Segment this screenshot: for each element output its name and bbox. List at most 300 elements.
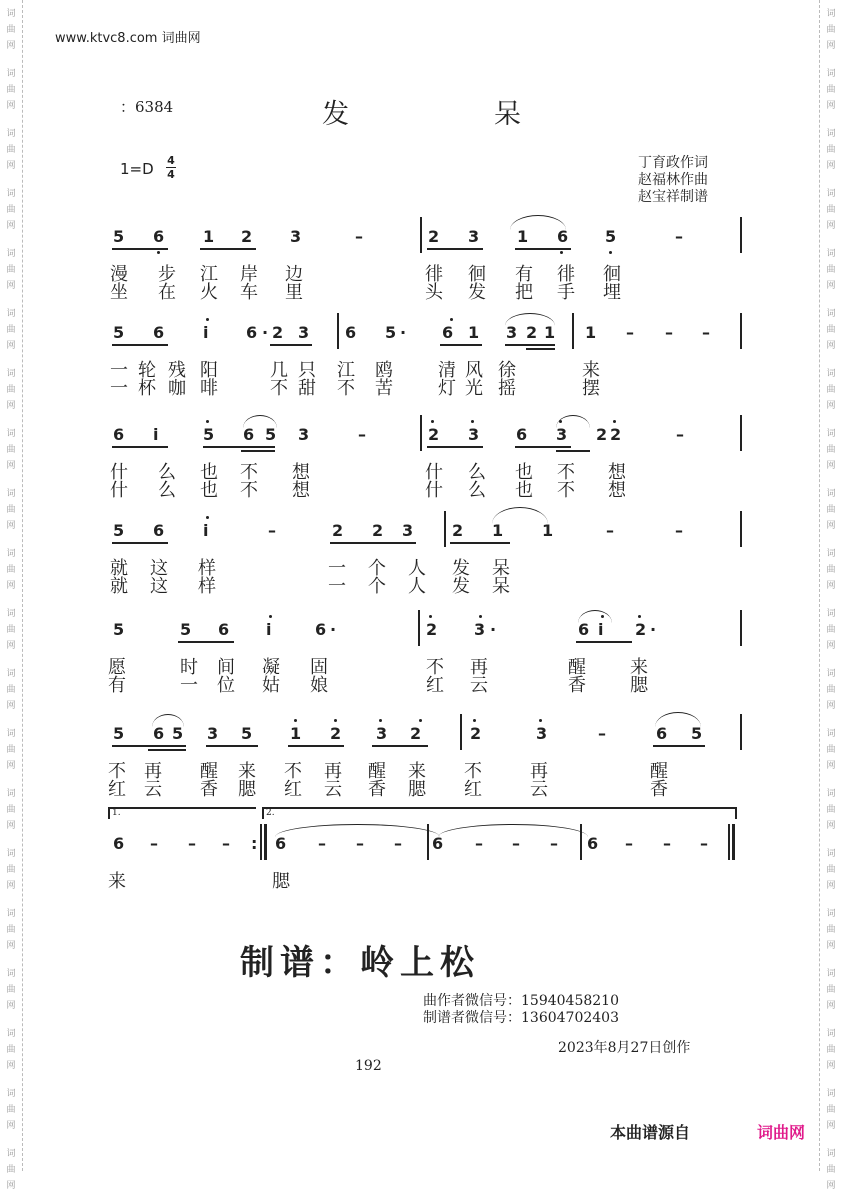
- lyric-char: 不: [240, 462, 258, 483]
- watermark-char: 词: [826, 129, 836, 139]
- barline: [572, 313, 574, 349]
- slur-arc: [492, 507, 548, 524]
- barline: [740, 511, 742, 547]
- lyric-char: 一: [328, 576, 346, 597]
- beam-line: [576, 641, 632, 643]
- lyric-char: 苦: [375, 378, 393, 399]
- lyric-char: 人: [408, 558, 426, 579]
- watermark-char: 词: [826, 549, 836, 559]
- note: i: [266, 620, 272, 639]
- lyric-char: 这: [150, 576, 168, 597]
- lyric-char: 也: [515, 462, 533, 483]
- watermark-char: 曲: [826, 805, 836, 815]
- note: 3: [468, 227, 480, 246]
- note: 2: [596, 425, 608, 444]
- watermark-char: 网: [6, 701, 16, 711]
- watermark-char: 曲: [6, 565, 16, 575]
- lyric-char: 什: [110, 480, 128, 501]
- note: 5: [113, 724, 125, 743]
- lyric-char: 有: [108, 675, 126, 696]
- lyric-char: 发: [468, 282, 486, 303]
- note: 2: [635, 620, 647, 639]
- lyric-char: 腮: [238, 779, 256, 800]
- watermark-char: 网: [826, 761, 836, 771]
- barline: [418, 610, 420, 646]
- note: 6: [153, 724, 165, 743]
- watermark-char: 曲: [826, 505, 836, 515]
- lyric-char: 江: [200, 264, 218, 285]
- lyric-char: 一: [110, 378, 128, 399]
- watermark-char: 曲: [6, 1165, 16, 1175]
- note: i: [598, 620, 604, 639]
- beam-line: [200, 248, 256, 250]
- lyric-char: 么: [468, 462, 486, 483]
- watermark-char: 曲: [6, 445, 16, 455]
- watermark-char: 词: [6, 849, 16, 859]
- octave-dot-high: [613, 420, 616, 423]
- watermark-char: 曲: [826, 385, 836, 395]
- note: 3: [376, 724, 388, 743]
- lyric-char: 鸥: [375, 360, 393, 381]
- octave-dot-high: [638, 615, 641, 618]
- lyric-char: 徘: [557, 264, 575, 285]
- octave-dot-high: [473, 719, 476, 722]
- song-id: ：6384: [120, 98, 174, 116]
- watermark-char: 曲: [826, 565, 836, 575]
- watermark-char: 词: [826, 1029, 836, 1039]
- note: 6: [153, 521, 165, 540]
- lyric-char: 徐: [498, 360, 516, 381]
- note: 6: [246, 323, 258, 342]
- barline: [740, 313, 742, 349]
- watermark-char: 词: [826, 849, 836, 859]
- watermark-char: 网: [6, 521, 16, 531]
- note: ·: [262, 323, 269, 342]
- lyric-char: 灯: [438, 378, 456, 399]
- note: 6: [587, 834, 599, 853]
- watermark-char: 曲: [6, 325, 16, 335]
- note: –: [475, 834, 483, 853]
- watermark-char: 曲: [826, 1105, 836, 1115]
- lyric-char: 来: [238, 761, 256, 782]
- watermark-char: 网: [826, 1181, 836, 1191]
- note: 1: [517, 227, 529, 246]
- note: 1: [544, 323, 556, 342]
- lyric-char: 一: [328, 558, 346, 579]
- watermark-char: 曲: [6, 385, 16, 395]
- lyric-char: 云: [530, 779, 548, 800]
- watermark-char: 词: [6, 69, 16, 79]
- note: 2: [610, 425, 622, 444]
- watermark-char: 网: [826, 821, 836, 831]
- note: 5: [241, 724, 253, 743]
- barline: [260, 824, 262, 860]
- note: 2: [332, 521, 344, 540]
- note: 2: [428, 425, 440, 444]
- lyric-char: 呆: [492, 558, 510, 579]
- note: 5: [113, 227, 125, 246]
- watermark-char: 曲: [826, 985, 836, 995]
- watermark-char: 曲: [6, 205, 16, 215]
- note: –: [394, 834, 402, 853]
- watermark-char: 网: [826, 641, 836, 651]
- octave-dot-high: [269, 615, 272, 618]
- watermark-char: 词: [826, 729, 836, 739]
- lyric-char: 也: [200, 462, 218, 483]
- lyric-char: 腮: [272, 871, 290, 892]
- watermark-char: 曲: [826, 265, 836, 275]
- note: –: [663, 834, 671, 853]
- note: –: [700, 834, 708, 853]
- note: 3: [474, 620, 486, 639]
- title-char-1: 发: [322, 99, 349, 130]
- watermark-char: 网: [826, 1121, 836, 1131]
- note: 5: [113, 521, 125, 540]
- page-number: 192: [355, 1058, 382, 1074]
- lyric-char: 不: [464, 761, 482, 782]
- note: 2: [526, 323, 538, 342]
- note: 2: [426, 620, 438, 639]
- note: ·: [650, 620, 657, 639]
- note: –: [675, 521, 683, 540]
- beam-line: [270, 344, 312, 346]
- lyric-char: 想: [608, 462, 626, 483]
- barline: [740, 714, 742, 750]
- note: 5: [385, 323, 397, 342]
- note: 6: [432, 834, 444, 853]
- lyric-char: 徊: [603, 264, 621, 285]
- watermark-char: 网: [826, 161, 836, 171]
- lyric-char: 就: [110, 576, 128, 597]
- barline: [460, 714, 462, 750]
- lyric-char: 人: [408, 576, 426, 597]
- composer-wechat: 曲作者微信号：15940458210: [423, 993, 619, 1009]
- watermark-char: 曲: [826, 745, 836, 755]
- watermark-char: 曲: [826, 85, 836, 95]
- volta-bracket-2-start: [262, 807, 264, 819]
- note: 5: [172, 724, 184, 743]
- lyric-char: 甜: [298, 378, 316, 399]
- lyric-char: 想: [292, 480, 310, 501]
- watermark-char: 词: [826, 309, 836, 319]
- lyric-char: 愿: [108, 657, 126, 678]
- note: –: [598, 724, 606, 743]
- watermark-char: 网: [6, 101, 16, 111]
- lyric-char: 么: [468, 480, 486, 501]
- note: –: [665, 323, 673, 342]
- watermark-char: 词: [826, 249, 836, 259]
- lyric-char: 醒: [368, 761, 386, 782]
- note: –: [626, 323, 634, 342]
- note: 6: [113, 834, 125, 853]
- beam-line: [288, 745, 344, 747]
- volta-bracket-2-end: [735, 807, 737, 819]
- lyric-char: 红: [108, 779, 126, 800]
- watermark-char: 网: [6, 341, 16, 351]
- octave-dot-high: [471, 420, 474, 423]
- watermark-char: 网: [6, 1181, 16, 1191]
- lyric-char: 什: [425, 462, 443, 483]
- note: 6: [442, 323, 454, 342]
- beam-line: [112, 446, 168, 448]
- note: 6: [656, 724, 668, 743]
- note: 6: [153, 227, 165, 246]
- octave-dot-high: [431, 420, 434, 423]
- lyric-char: 再: [324, 761, 342, 782]
- watermark-char: 曲: [826, 145, 836, 155]
- lyric-char: 咖: [168, 378, 186, 399]
- note: 6: [557, 227, 569, 246]
- watermark-char: 词: [6, 309, 16, 319]
- watermark-char: 网: [826, 581, 836, 591]
- watermark-char: 词: [826, 969, 836, 979]
- octave-dot-high: [450, 318, 453, 321]
- beam-line: [427, 248, 483, 250]
- lyric-char: 来: [630, 657, 648, 678]
- watermark-char: 词: [826, 369, 836, 379]
- composer-credit: 赵福林作曲: [638, 172, 708, 188]
- beam-line: [556, 450, 590, 452]
- note: 2: [241, 227, 253, 246]
- lyric-char: 车: [240, 282, 258, 303]
- watermark-char: 网: [826, 701, 836, 711]
- lyric-char: 啡: [200, 378, 218, 399]
- octave-dot-high: [334, 719, 337, 722]
- note: 2: [452, 521, 464, 540]
- watermark-char: 网: [6, 401, 16, 411]
- arranger-wechat: 制谱者微信号：13604702403: [423, 1010, 619, 1026]
- lyric-char: 不: [240, 480, 258, 501]
- note: 6: [345, 323, 357, 342]
- note: 6: [218, 620, 230, 639]
- lyric-char: 只: [298, 360, 316, 381]
- watermark-char: 网: [6, 1001, 16, 1011]
- note: –: [318, 834, 326, 853]
- site-url[interactable]: www.ktvc8.com 词曲网: [55, 31, 201, 46]
- arranger-credit: 赵宝祥制谱: [638, 189, 708, 205]
- lyric-char: 头: [425, 282, 443, 303]
- beam-line: [206, 745, 258, 747]
- lyric-char: 来: [582, 360, 600, 381]
- watermark-char: 词: [826, 1149, 836, 1159]
- note: 5: [265, 425, 277, 444]
- lyric-char: 发: [452, 576, 470, 597]
- watermark-char: 词: [826, 69, 836, 79]
- beam-line: [515, 446, 571, 448]
- lyric-char: 也: [200, 480, 218, 501]
- lyric-char: 坐: [110, 282, 128, 303]
- lyric-char: 醒: [200, 761, 218, 782]
- watermark-char: 曲: [826, 205, 836, 215]
- note: 1: [468, 323, 480, 342]
- watermark-char: 网: [6, 461, 16, 471]
- lyric-char: 醒: [650, 761, 668, 782]
- octave-dot-high: [379, 719, 382, 722]
- lyric-char: 来: [108, 871, 126, 892]
- lyric-char: 发: [452, 558, 470, 579]
- lyric-char: 这: [150, 558, 168, 579]
- note: –: [268, 521, 276, 540]
- lyric-char: 边: [285, 264, 303, 285]
- watermark-char: 网: [6, 161, 16, 171]
- lyric-char: 香: [650, 779, 668, 800]
- note: –: [512, 834, 520, 853]
- note: –: [675, 227, 683, 246]
- watermark-char: 词: [6, 789, 16, 799]
- watermark-char: 网: [6, 1061, 16, 1071]
- note: –: [606, 521, 614, 540]
- footer-brand-link[interactable]: 词曲网: [757, 1123, 806, 1142]
- watermark-char: 词: [6, 969, 16, 979]
- lyric-char: 香: [368, 779, 386, 800]
- lyric-char: 把: [515, 282, 533, 303]
- note: 6: [275, 834, 287, 853]
- barline: [740, 610, 742, 646]
- note: 5: [113, 620, 125, 639]
- note: 6: [243, 425, 255, 444]
- octave-dot-low: [560, 251, 563, 254]
- note: ·: [490, 620, 497, 639]
- lyric-char: 香: [200, 779, 218, 800]
- watermark-char: 曲: [6, 625, 16, 635]
- watermark-char: 网: [826, 1001, 836, 1011]
- watermark-char: 词: [826, 909, 836, 919]
- note: –: [550, 834, 558, 853]
- lyric-char: 样: [198, 576, 216, 597]
- lyric-char: 什: [110, 462, 128, 483]
- lyric-char: 云: [324, 779, 342, 800]
- lyric-char: 摆: [582, 378, 600, 399]
- lyric-char: 残: [168, 360, 186, 381]
- octave-dot-high: [429, 615, 432, 618]
- lyric-char: 不: [557, 462, 575, 483]
- slur-arc: [556, 415, 590, 428]
- note: 6: [153, 323, 165, 342]
- watermark-char: 网: [826, 101, 836, 111]
- watermark-char: 网: [6, 281, 16, 291]
- note: 2: [410, 724, 422, 743]
- beam-line: [505, 344, 555, 346]
- note: 2: [470, 724, 482, 743]
- barline: [740, 217, 742, 253]
- lyric-char: 漫: [110, 264, 128, 285]
- watermark-char: 词: [6, 1029, 16, 1039]
- lyric-char: 摇: [498, 378, 516, 399]
- lyric-char: 步: [158, 264, 176, 285]
- note: 3: [556, 425, 568, 444]
- volta-bracket-1: [108, 807, 256, 809]
- watermark-char: 词: [826, 189, 836, 199]
- repeat-dots: :: [251, 834, 258, 853]
- slur-arc: [275, 824, 440, 837]
- watermark-char: 曲: [826, 685, 836, 695]
- octave-dot-high: [206, 516, 209, 519]
- volta-label-1: 1.: [112, 808, 121, 818]
- note: 2: [372, 521, 384, 540]
- watermark-char: 词: [6, 9, 16, 19]
- beam-line: [372, 745, 428, 747]
- watermark-char: 词: [6, 669, 16, 679]
- watermark-char: 曲: [6, 1105, 16, 1115]
- lyric-char: 间: [217, 657, 235, 678]
- lyric-char: 想: [292, 462, 310, 483]
- lyric-char: 风: [465, 360, 483, 381]
- note: i: [153, 425, 159, 444]
- watermark-char: 曲: [6, 925, 16, 935]
- lyric-char: 就: [110, 558, 128, 579]
- barline: [580, 824, 582, 860]
- watermark-char: 词: [6, 1089, 16, 1099]
- watermark-char: 词: [6, 369, 16, 379]
- lyric-char: 有: [515, 264, 533, 285]
- watermark-char: 词: [6, 549, 16, 559]
- watermark-char: 曲: [826, 865, 836, 875]
- note: 3: [298, 323, 310, 342]
- volta-bracket-1-end: [108, 807, 110, 819]
- barline: [732, 824, 735, 860]
- beam-line: [526, 348, 555, 350]
- lyric-char: 徘: [425, 264, 443, 285]
- note: –: [625, 834, 633, 853]
- lyric-char: 火: [200, 282, 218, 303]
- slur-arc: [505, 313, 555, 326]
- beam-line: [515, 248, 571, 250]
- arranger-signature: 制谱：岭上松: [240, 943, 480, 983]
- lyric-char: 杯: [138, 378, 156, 399]
- lyric-char: 红: [426, 675, 444, 696]
- note: 3: [298, 425, 310, 444]
- slur-arc: [510, 215, 566, 230]
- barline: [740, 415, 742, 451]
- lyric-char: 红: [284, 779, 302, 800]
- note: 3: [506, 323, 518, 342]
- note: 6: [315, 620, 327, 639]
- watermark-char: 词: [6, 249, 16, 259]
- lyric-char: 不: [284, 761, 302, 782]
- note: ·: [330, 620, 337, 639]
- watermark-char: 曲: [826, 25, 836, 35]
- watermark-char: 网: [6, 41, 16, 51]
- key-signature: 1=D: [120, 160, 154, 178]
- lyric-char: 呆: [492, 576, 510, 597]
- note: –: [150, 834, 158, 853]
- watermark-char: 网: [6, 761, 16, 771]
- right-watermark-strip: [819, 0, 842, 1191]
- note: –: [188, 834, 196, 853]
- note: –: [355, 227, 363, 246]
- lyric-char: 来: [408, 761, 426, 782]
- note: 1: [203, 227, 215, 246]
- beam-line: [203, 446, 275, 448]
- watermark-char: 网: [826, 1061, 836, 1071]
- watermark-char: 网: [6, 581, 16, 591]
- watermark-char: 词: [6, 189, 16, 199]
- watermark-char: 网: [6, 821, 16, 831]
- watermark-char: 曲: [6, 265, 16, 275]
- lyric-char: 再: [530, 761, 548, 782]
- note: –: [702, 323, 710, 342]
- lyric-char: 光: [465, 378, 483, 399]
- note: 1: [585, 323, 597, 342]
- watermark-char: 词: [826, 1089, 836, 1099]
- lyric-char: 一: [180, 675, 198, 696]
- watermark-char: 网: [826, 41, 836, 51]
- lyric-char: 想: [608, 480, 626, 501]
- octave-dot-high: [206, 318, 209, 321]
- left-watermark-strip: [0, 0, 23, 1191]
- beam-line: [112, 344, 168, 346]
- note: –: [358, 425, 366, 444]
